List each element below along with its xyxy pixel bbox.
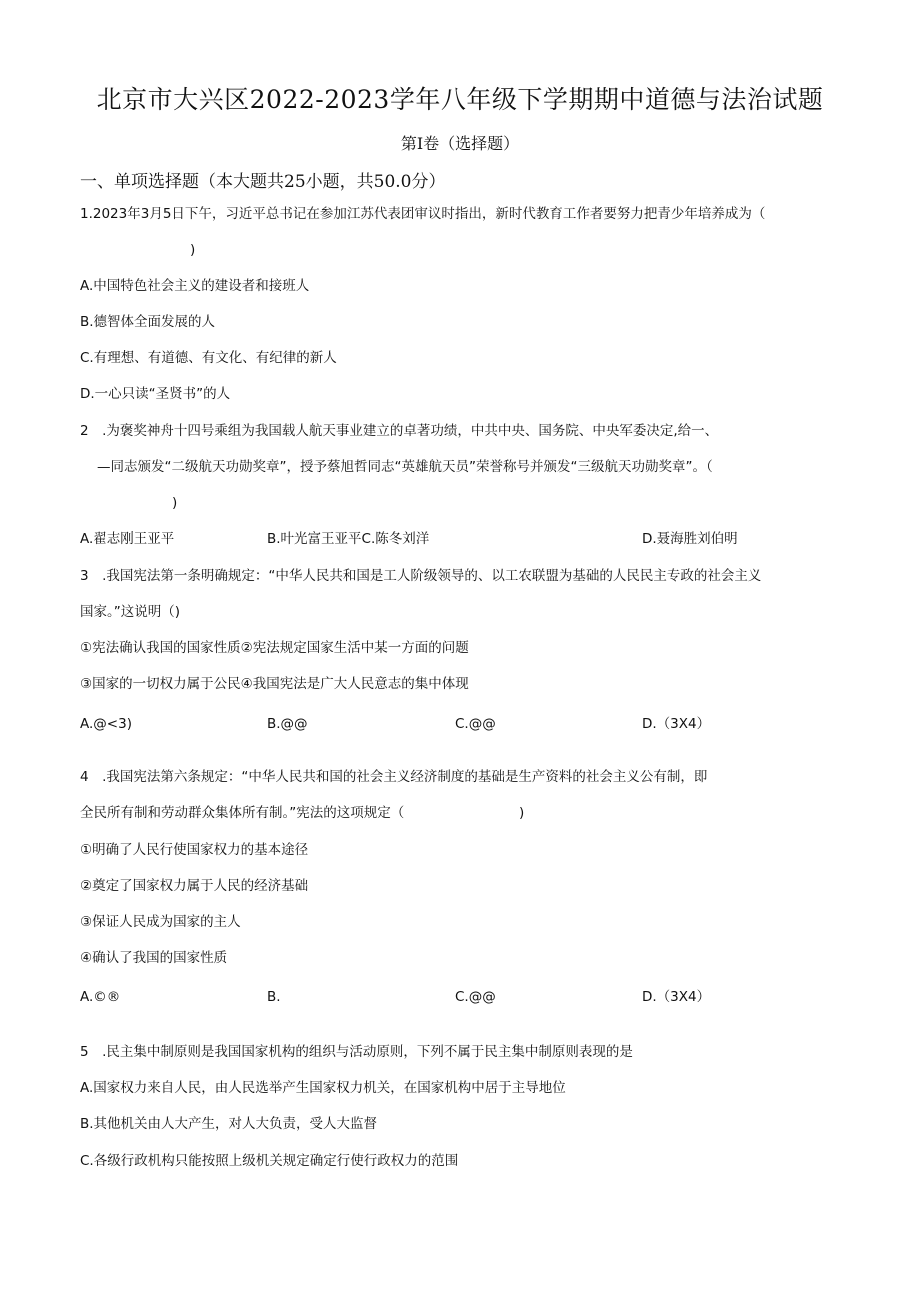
q4-statement-3: ③保证人民成为国家的主人: [80, 914, 241, 930]
q5-option-a: A.国家权力来自人民，由人民选举产生国家权力机关，在国家机构中居于主导地位: [80, 1080, 566, 1096]
part-subtitle: 第I卷（选择题）: [400, 134, 520, 153]
q1-stem-line1: 1.2023年3月5日下午，习近平总书记在参加江苏代表团审议时指出，新时代教育工作者要努力把青少年培养成为（: [80, 206, 766, 222]
section-heading: 一、单项选择题（本大题共25小题，共50.0分）: [80, 172, 446, 192]
q4-option-d: D.（3X4）: [642, 989, 711, 1005]
q5-stem-line1: 5 .民主集中制原则是我国国家机构的组织与活动原则，下列不属于民主集中制原则表现的是: [80, 1044, 633, 1060]
q2-option-d: D.聂海胜刘伯明: [642, 531, 738, 547]
q2-stem-line3: ): [172, 495, 178, 511]
q4-stem-close: ): [519, 805, 525, 821]
q4-option-a: A.©®: [80, 989, 121, 1005]
q3-option-b: B.@@: [267, 716, 308, 732]
q3-stem-line1: 3 .我国宪法第一条明确规定：“中华人民共和国是工人阶级领导的、以工农联盟为基础的人民民主专政的社会主义: [80, 568, 762, 584]
q5-option-b: B.其他机关由人大产生，对人大负责，受人大监督: [80, 1116, 378, 1132]
q4-option-b: B.: [267, 989, 281, 1005]
q4-stem-line1: 4 .我国宪法第六条规定：“中华人民共和国的社会主义经济制度的基础是生产资料的社会主义公有制，即: [80, 769, 708, 785]
page-title: 北京市大兴区2022-2023学年八年级下学期期中道德与法治试题: [96, 85, 824, 114]
q3-option-d: D.（3X4）: [642, 716, 711, 732]
q4-statement-4: ④确认了我国的国家性质: [80, 950, 228, 966]
q4-stem-line2: 全民所有制和劳动群众集体所有制。”宪法的这项规定（: [80, 805, 405, 821]
q3-statements-1-2: ①宪法确认我国的国家性质②宪法规定国家生活中某一方面的问题: [80, 640, 469, 656]
q4-statement-1: ①明确了人民行使国家权力的基本途径: [80, 842, 309, 858]
q1-option-d: D.一心只读“圣贤书”的人: [80, 386, 231, 402]
q4-statement-2: ②奠定了国家权力属于人民的经济基础: [80, 878, 309, 894]
q2-stem-line2: —同志颁发“二级航天功勋奖章”，授予蔡旭哲同志“英雄航天员”荣誉称号并颁发“三级航天功勋奖章”。（: [97, 459, 713, 475]
q3-stem-line2: 国家。”这说明（): [80, 604, 181, 620]
q3-option-a: A.@<3): [80, 716, 132, 732]
q3-statements-3-4: ③国家的一切权力属于公民④我国宪法是广大人民意志的集中体现: [80, 676, 469, 692]
q2-stem-line1: 2 .为褒奖神舟十四号乘组为我国载人航天事业建立的卓著功绩，中共中央、国务院、中央军委决定,给一、: [80, 423, 719, 439]
q1-option-a: A.中国特色社会主义的建设者和接班人: [80, 278, 310, 294]
q1-stem-line2: ): [190, 242, 196, 258]
q2-option-a: A.翟志刚王亚平: [80, 531, 175, 547]
q3-option-c: C.@@: [455, 716, 496, 732]
q5-option-c: C.各级行政机构只能按照上级机关规定确定行使行政权力的范围: [80, 1153, 459, 1169]
q4-option-c: C.@@: [455, 989, 496, 1005]
q2-option-bc: B.叶光富王亚平C.陈冬刘洋: [267, 531, 430, 547]
q1-option-c: C.有理想、有道德、有文化、有纪律的新人: [80, 350, 337, 366]
q1-option-b: B.德智体全面发展的人: [80, 314, 216, 330]
